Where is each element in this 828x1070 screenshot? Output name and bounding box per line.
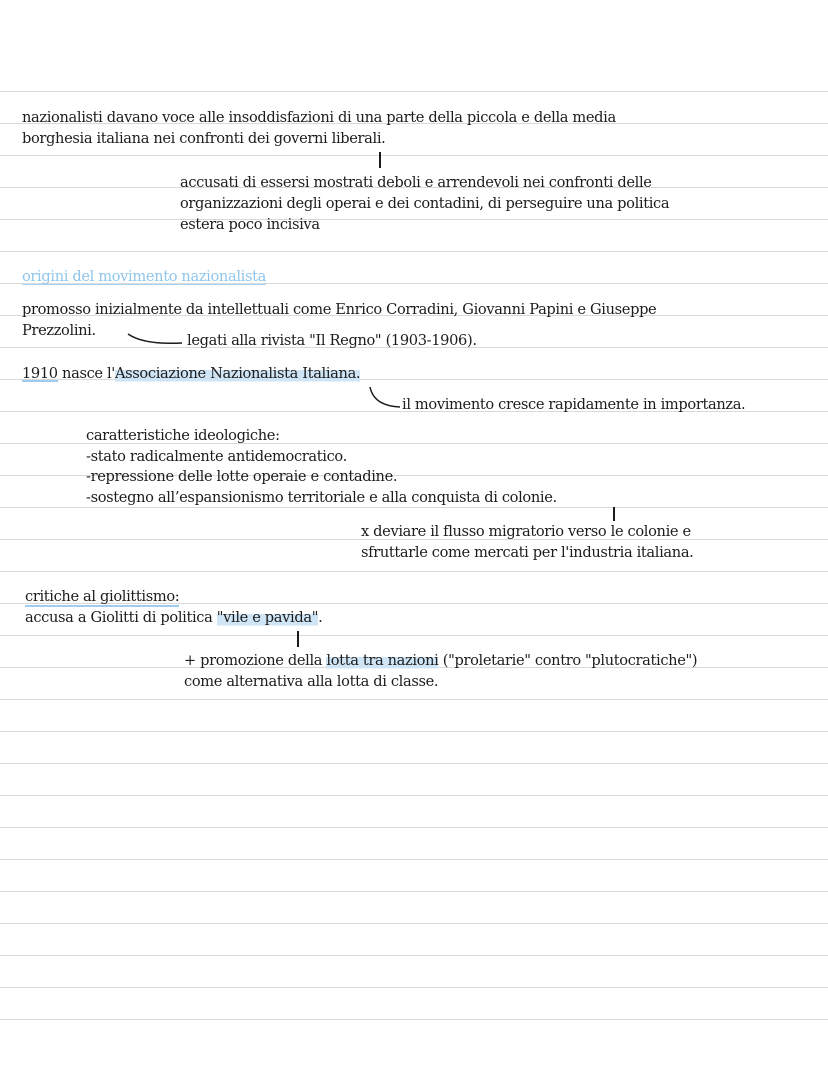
- ideology-item: -sostegno all’espansionismo territoriale e alla conquista di colonie.: [86, 489, 557, 506]
- curved-connector: [368, 386, 402, 412]
- accusations-line-2: organizzazioni degli operai e dei contadini, di perseguire una politica: [180, 195, 670, 212]
- year-1910: 1910: [22, 365, 58, 382]
- ideology-item: -stato radicalmente antidemocratico.: [86, 448, 347, 465]
- ruled-line: [0, 571, 828, 572]
- association-line: [22, 363, 360, 384]
- promotion-highlight: lotta tra nazioni: [326, 652, 439, 669]
- accusations-line-1: accusati di essersi mostrati deboli e arrendevoli nei confronti delle: [180, 174, 652, 191]
- promotion-prefix: + promozione della: [184, 652, 327, 669]
- promotion-line-1: [184, 650, 697, 671]
- ruled-line: [0, 827, 828, 828]
- promotion-rest: ("proletarie" contro "plutocratiche"): [438, 652, 698, 669]
- intro-line-1: nazionalisti davano voce alle insoddisfazioni di una parte della piccola e della media: [22, 109, 616, 126]
- accusation-prefix: accusa a Giolitti di politica: [25, 609, 217, 626]
- growth-note: il movimento cresce rapidamente in importanza.: [402, 396, 746, 413]
- curved-connector: [126, 331, 184, 347]
- origins-heading: origini del movimento nazionalista: [22, 268, 266, 285]
- origins-line-1: promosso inizialmente da intellettuali come Enrico Corradini, Giovanni Papini e Giuseppe: [22, 301, 657, 318]
- ruled-line: [0, 91, 828, 92]
- migration-note-line-2: sfruttarle come mercati per l'industria italiana.: [361, 544, 694, 561]
- ruled-line: [0, 251, 828, 252]
- magazine-note: legati alla rivista "Il Regno" (1903-1906).: [187, 332, 477, 349]
- ruled-line: [0, 1019, 828, 1020]
- connector-line: [297, 631, 299, 647]
- ruled-line: [0, 699, 828, 700]
- ruled-line: [0, 795, 828, 796]
- ideology-item: -repressione delle lotte operaie e contadine.: [86, 468, 398, 485]
- accusation-quote: "vile e pavida": [216, 609, 319, 626]
- accusation-suffix: .: [318, 609, 323, 626]
- promotion-line-2: come alternativa alla lotta di classe.: [184, 673, 439, 690]
- intro-line-2: borghesia italiana nei confronti dei governi liberali.: [22, 130, 386, 147]
- connector-line: [379, 152, 381, 168]
- ruled-line: [0, 155, 828, 156]
- giolitti-accusation: [25, 607, 322, 628]
- accusations-line-3: estera poco incisiva: [180, 216, 320, 233]
- ruled-line: [0, 731, 828, 732]
- migration-note-line-1: x deviare il flusso migratorio verso le colonie e: [361, 523, 691, 540]
- association-name: Associazione Nazionalista Italiana.: [114, 365, 361, 382]
- ruled-line: [0, 923, 828, 924]
- origins-line-2: Prezzolini.: [22, 322, 96, 339]
- ruled-line: [0, 635, 828, 636]
- ruled-line: [0, 219, 828, 220]
- ruled-line: [0, 955, 828, 956]
- connector-line: [613, 507, 615, 521]
- ruled-line: [0, 763, 828, 764]
- ideology-title: caratteristiche ideologiche:: [86, 427, 280, 444]
- ruled-line: [0, 859, 828, 860]
- association-text: nasce l': [57, 365, 115, 382]
- ruled-line: [0, 891, 828, 892]
- ruled-line: [0, 987, 828, 988]
- giolitti-title: critiche al giolittismo:: [25, 588, 180, 605]
